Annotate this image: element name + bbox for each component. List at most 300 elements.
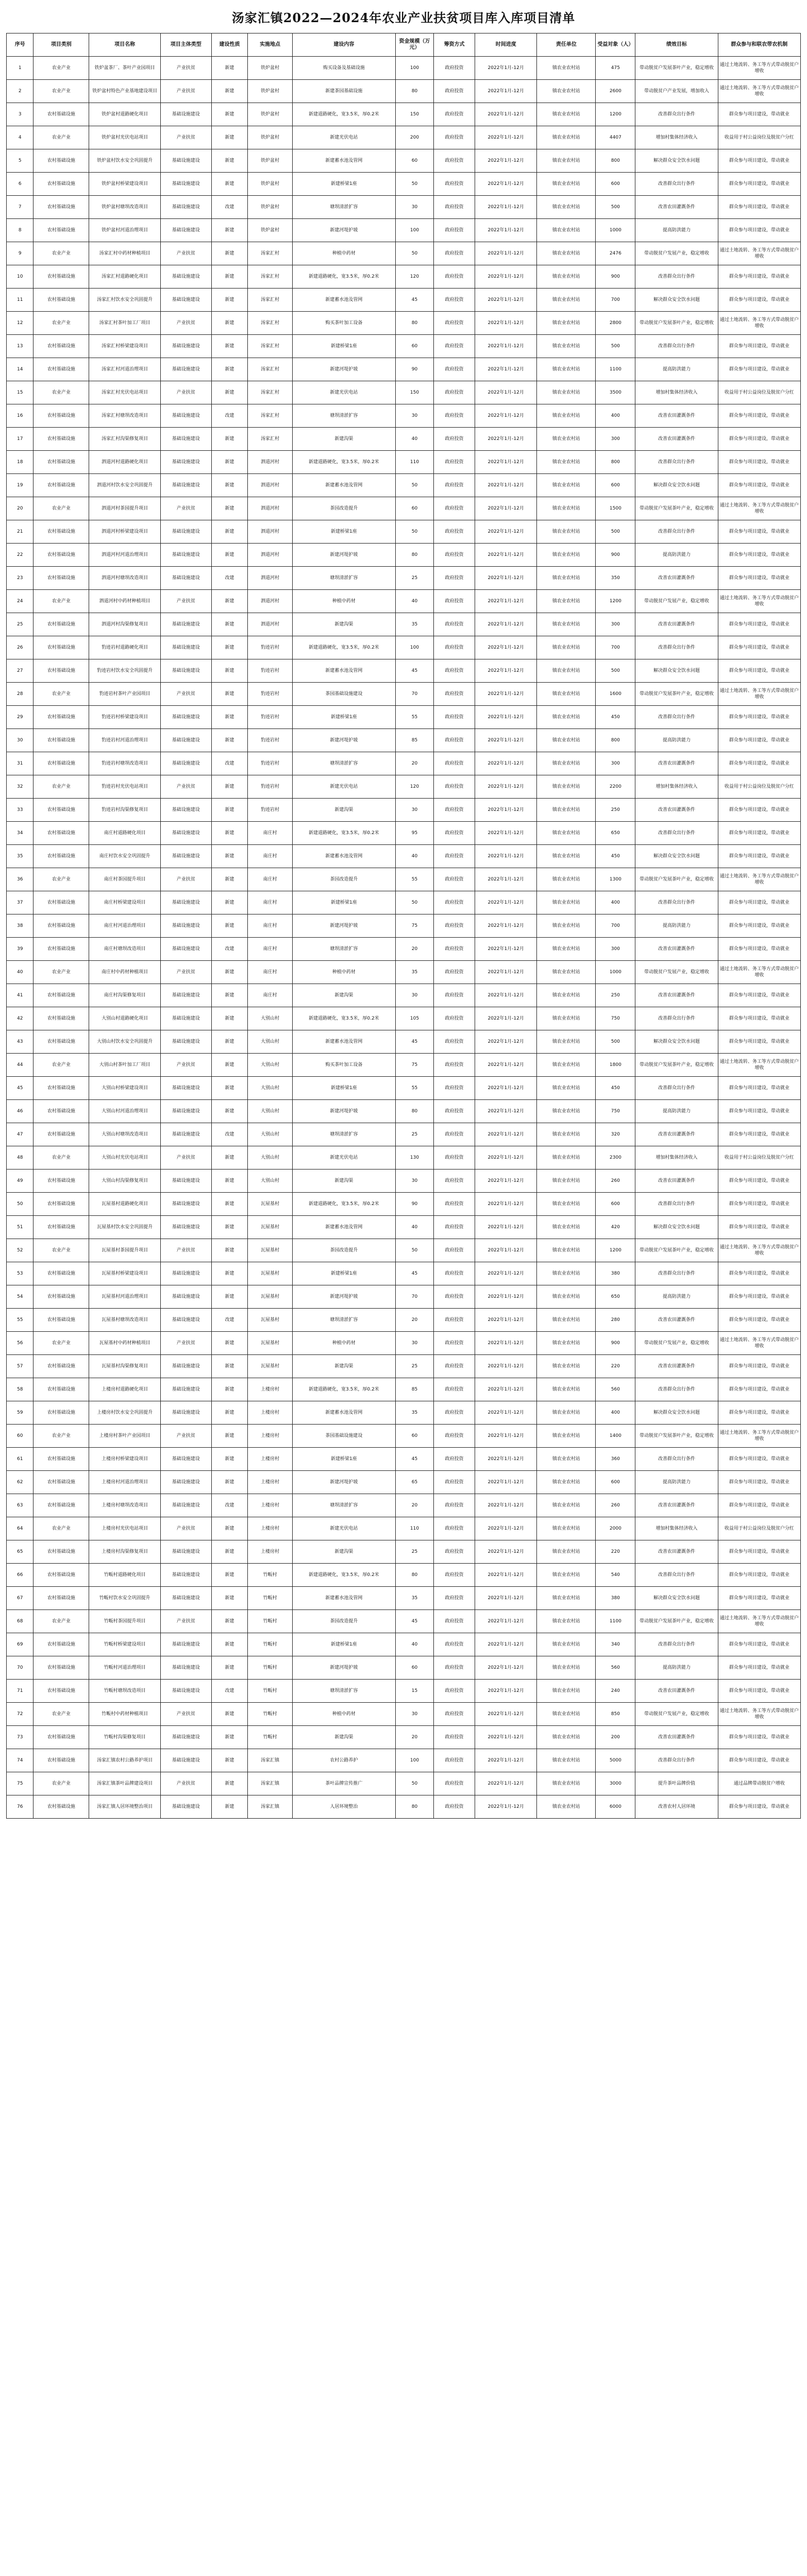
cell-no: 7 <box>7 196 33 219</box>
cell-nature: 新建 <box>211 1077 248 1100</box>
table-row <box>7 1309 801 1332</box>
cell-beneficiaries: 560 <box>596 1656 635 1680</box>
cell-beneficiaries: 280 <box>596 1309 635 1332</box>
cell-mechanism: 通过土地流转、务工等方式带动脱贫户增收 <box>718 590 800 613</box>
cell-place: 豹迹岩村 <box>248 683 292 706</box>
cell-mechanism: 群众参与项目建设，带动就业 <box>718 659 800 683</box>
cell-goal: 改善农田灌溉条件 <box>635 1355 718 1378</box>
cell-mechanism: 群众参与项目建设，带动就业 <box>718 1494 800 1517</box>
cell-beneficiaries: 700 <box>596 914 635 938</box>
cell-beneficiaries: 500 <box>596 335 635 358</box>
cell-no: 55 <box>7 1309 33 1332</box>
cell-mechanism: 群众参与项目建设，带动就业 <box>718 335 800 358</box>
cell-funding-method: 政府投资 <box>434 1610 475 1633</box>
cell-goal: 提高防洪能力 <box>635 544 718 567</box>
cell-nature: 新建 <box>211 126 248 149</box>
cell-unit: 镇农业农村站 <box>537 1262 596 1285</box>
cell-nature: 新建 <box>211 1471 248 1494</box>
cell-schedule: 2022年1月-12月 <box>475 265 537 289</box>
cell-place: 上楼房村 <box>248 1425 292 1448</box>
cell-no: 46 <box>7 1100 33 1123</box>
cell-project-type: 基础设施建设 <box>160 520 211 544</box>
cell-content: 新建沟渠 <box>292 799 395 822</box>
cell-place: 大别山村 <box>248 1123 292 1146</box>
cell-funding-method: 政府投资 <box>434 845 475 868</box>
table-row <box>7 520 801 544</box>
table-row <box>7 1633 801 1656</box>
cell-funding-method: 政府投资 <box>434 636 475 659</box>
cell-funding-method: 政府投资 <box>434 1448 475 1471</box>
cell-fund: 30 <box>396 799 434 822</box>
cell-schedule: 2022年1月-12月 <box>475 173 537 196</box>
cell-funding-method: 政府投资 <box>434 752 475 775</box>
cell-project-name: 南庄村道路硬化项目 <box>89 822 161 845</box>
cell-fund: 105 <box>396 1007 434 1030</box>
cell-category: 农村基础设施 <box>33 706 89 729</box>
cell-unit: 镇农业农村站 <box>537 289 596 312</box>
table-row <box>7 1425 801 1448</box>
cell-content: 新建道路硬化，宽3.5米，厚0.2米 <box>292 822 395 845</box>
cell-funding-method: 政府投资 <box>434 1703 475 1726</box>
cell-category: 农村基础设施 <box>33 1216 89 1239</box>
cell-fund: 25 <box>396 1355 434 1378</box>
cell-funding-method: 政府投资 <box>434 1378 475 1401</box>
cell-project-name: 泗道河村道路硬化项目 <box>89 451 161 474</box>
cell-no: 16 <box>7 404 33 428</box>
cell-content: 新建蓄水池及管网 <box>292 1030 395 1054</box>
cell-goal: 解决群众安全饮水问题 <box>635 659 718 683</box>
cell-funding-method: 政府投资 <box>434 984 475 1007</box>
cell-place: 铁炉盆村 <box>248 57 292 80</box>
cell-project-name: 上楼房村茶叶产业园项目 <box>89 1425 161 1448</box>
cell-fund: 25 <box>396 567 434 590</box>
cell-beneficiaries: 600 <box>596 173 635 196</box>
cell-project-name: 汤家汇村中药材种植项目 <box>89 242 161 265</box>
cell-unit: 镇农业农村站 <box>537 1726 596 1749</box>
cell-schedule: 2022年1月-12月 <box>475 335 537 358</box>
cell-content: 茶叶品牌宣传推广 <box>292 1772 395 1795</box>
cell-place: 铁炉盆村 <box>248 219 292 242</box>
table-row <box>7 126 801 149</box>
cell-content: 新建蓄水池及管网 <box>292 474 395 497</box>
table-row <box>7 868 801 891</box>
cell-place: 南庄村 <box>248 845 292 868</box>
cell-project-name: 汤家汇村桥梁建设项目 <box>89 335 161 358</box>
cell-schedule: 2022年1月-12月 <box>475 938 537 961</box>
cell-unit: 镇农业农村站 <box>537 1285 596 1309</box>
cell-no: 76 <box>7 1795 33 1819</box>
cell-content: 种植中药材 <box>292 1332 395 1355</box>
cell-nature: 新建 <box>211 1633 248 1656</box>
cell-beneficiaries: 250 <box>596 984 635 1007</box>
cell-no: 64 <box>7 1517 33 1540</box>
cell-no: 59 <box>7 1401 33 1425</box>
cell-project-name: 瓦屋基村沟渠修复项目 <box>89 1355 161 1378</box>
table-row <box>7 1795 801 1819</box>
cell-mechanism: 群众参与项目建设，带动就业 <box>718 1749 800 1772</box>
cell-nature: 改建 <box>211 1309 248 1332</box>
cell-content: 茶园改造提升 <box>292 1239 395 1262</box>
table-row <box>7 149 801 173</box>
cell-category: 农村基础设施 <box>33 428 89 451</box>
cell-schedule: 2022年1月-12月 <box>475 312 537 335</box>
cell-unit: 镇农业农村站 <box>537 196 596 219</box>
table-row <box>7 1749 801 1772</box>
cell-nature: 新建 <box>211 497 248 520</box>
cell-no: 18 <box>7 451 33 474</box>
cell-funding-method: 政府投资 <box>434 335 475 358</box>
cell-goal: 改善农村人居环境 <box>635 1795 718 1819</box>
cell-unit: 镇农业农村站 <box>537 335 596 358</box>
cell-fund: 50 <box>396 1772 434 1795</box>
cell-content: 新建桥梁1座 <box>292 520 395 544</box>
cell-project-name: 上楼房村饮水安全巩固提升 <box>89 1401 161 1425</box>
header-goal: 绩效目标 <box>635 33 718 57</box>
cell-goal: 改善群众出行条件 <box>635 1193 718 1216</box>
cell-goal: 增加村集体经济收入 <box>635 126 718 149</box>
cell-beneficiaries: 2200 <box>596 775 635 799</box>
cell-goal: 解决群众安全饮水问题 <box>635 149 718 173</box>
cell-goal: 带动脱贫户发展茶叶产业，稳定增收 <box>635 1610 718 1633</box>
cell-mechanism: 群众参与项目建设，带动就业 <box>718 891 800 914</box>
table-row <box>7 1564 801 1587</box>
cell-funding-method: 政府投资 <box>434 567 475 590</box>
cell-no: 57 <box>7 1355 33 1378</box>
table-row <box>7 567 801 590</box>
cell-beneficiaries: 1500 <box>596 497 635 520</box>
cell-fund: 35 <box>396 961 434 984</box>
cell-nature: 改建 <box>211 1494 248 1517</box>
cell-category: 农业产业 <box>33 1425 89 1448</box>
cell-beneficiaries: 260 <box>596 1494 635 1517</box>
table-row <box>7 1587 801 1610</box>
cell-project-type: 基础设施建设 <box>160 474 211 497</box>
cell-mechanism: 收益用于村公益岗位及脱贫户分红 <box>718 381 800 404</box>
cell-nature: 新建 <box>211 1146 248 1170</box>
cell-unit: 镇农业农村站 <box>537 984 596 1007</box>
cell-project-type: 基础设施建设 <box>160 1401 211 1425</box>
cell-goal: 提高防洪能力 <box>635 219 718 242</box>
cell-category: 农村基础设施 <box>33 1656 89 1680</box>
cell-fund: 30 <box>396 1703 434 1726</box>
cell-no: 45 <box>7 1077 33 1100</box>
cell-nature: 新建 <box>211 613 248 636</box>
cell-unit: 镇农业农村站 <box>537 590 596 613</box>
cell-goal: 带动脱贫户发展茶叶产业，稳定增收 <box>635 868 718 891</box>
cell-content: 新建河堤护坡 <box>292 1100 395 1123</box>
cell-nature: 新建 <box>211 845 248 868</box>
cell-goal: 提高防洪能力 <box>635 729 718 752</box>
cell-project-type: 基础设施建设 <box>160 1587 211 1610</box>
cell-unit: 镇农业农村站 <box>537 242 596 265</box>
cell-schedule: 2022年1月-12月 <box>475 1587 537 1610</box>
cell-place: 竹畈村 <box>248 1703 292 1726</box>
cell-place: 上楼房村 <box>248 1401 292 1425</box>
cell-no: 73 <box>7 1726 33 1749</box>
cell-funding-method: 政府投资 <box>434 1517 475 1540</box>
cell-schedule: 2022年1月-12月 <box>475 1123 537 1146</box>
cell-place: 竹畈村 <box>248 1633 292 1656</box>
cell-funding-method: 政府投资 <box>434 706 475 729</box>
cell-funding-method: 政府投资 <box>434 822 475 845</box>
cell-beneficiaries: 300 <box>596 428 635 451</box>
cell-project-name: 豹迹岩村塘坝改造项目 <box>89 752 161 775</box>
cell-fund: 100 <box>396 636 434 659</box>
cell-project-type: 基础设施建设 <box>160 1216 211 1239</box>
cell-schedule: 2022年1月-12月 <box>475 358 537 381</box>
cell-category: 农业产业 <box>33 775 89 799</box>
cell-project-type: 产业扶贫 <box>160 1772 211 1795</box>
header-no: 序号 <box>7 33 33 57</box>
cell-content: 种植中药材 <box>292 590 395 613</box>
table-row <box>7 1471 801 1494</box>
cell-fund: 85 <box>396 1378 434 1401</box>
cell-project-type: 产业扶贫 <box>160 1239 211 1262</box>
cell-place: 汤家汇村 <box>248 242 292 265</box>
cell-schedule: 2022年1月-12月 <box>475 1401 537 1425</box>
cell-beneficiaries: 350 <box>596 567 635 590</box>
cell-nature: 新建 <box>211 799 248 822</box>
table-row <box>7 451 801 474</box>
cell-nature: 新建 <box>211 984 248 1007</box>
cell-place: 豹迹岩村 <box>248 752 292 775</box>
cell-goal: 提升茶叶品牌价值 <box>635 1772 718 1795</box>
cell-content: 新建蓄水池及管网 <box>292 845 395 868</box>
table-row <box>7 289 801 312</box>
cell-no: 50 <box>7 1193 33 1216</box>
cell-mechanism: 群众参与项目建设，带动就业 <box>718 219 800 242</box>
cell-nature: 新建 <box>211 1054 248 1077</box>
cell-category: 农业产业 <box>33 1517 89 1540</box>
cell-goal: 带动脱贫户发展茶叶产业，稳定增收 <box>635 312 718 335</box>
cell-nature: 新建 <box>211 1378 248 1401</box>
cell-funding-method: 政府投资 <box>434 1030 475 1054</box>
cell-funding-method: 政府投资 <box>434 126 475 149</box>
cell-nature: 新建 <box>211 1772 248 1795</box>
cell-nature: 新建 <box>211 868 248 891</box>
cell-goal: 改善农田灌溉条件 <box>635 1726 718 1749</box>
cell-category: 农村基础设施 <box>33 914 89 938</box>
cell-goal: 改善群众出行条件 <box>635 706 718 729</box>
cell-mechanism: 群众参与项目建设，带动就业 <box>718 752 800 775</box>
cell-category: 农村基础设施 <box>33 149 89 173</box>
cell-funding-method: 政府投资 <box>434 1285 475 1309</box>
cell-schedule: 2022年1月-12月 <box>475 799 537 822</box>
cell-schedule: 2022年1月-12月 <box>475 1030 537 1054</box>
cell-mechanism: 通过土地流转、务工等方式带动脱贫户增收 <box>718 1054 800 1077</box>
cell-project-type: 基础设施建设 <box>160 799 211 822</box>
cell-category: 农村基础设施 <box>33 265 89 289</box>
cell-nature: 新建 <box>211 1703 248 1726</box>
cell-category: 农业产业 <box>33 1146 89 1170</box>
cell-content: 塘坝清淤扩容 <box>292 196 395 219</box>
cell-schedule: 2022年1月-12月 <box>475 1749 537 1772</box>
cell-schedule: 2022年1月-12月 <box>475 706 537 729</box>
cell-project-type: 基础设施建设 <box>160 1030 211 1054</box>
cell-schedule: 2022年1月-12月 <box>475 1471 537 1494</box>
cell-no: 15 <box>7 381 33 404</box>
cell-unit: 镇农业农村站 <box>537 1355 596 1378</box>
cell-schedule: 2022年1月-12月 <box>475 1517 537 1540</box>
cell-beneficiaries: 450 <box>596 706 635 729</box>
cell-schedule: 2022年1月-12月 <box>475 590 537 613</box>
cell-mechanism: 通过土地流转、务工等方式带动脱贫户增收 <box>718 1425 800 1448</box>
cell-funding-method: 政府投资 <box>434 1726 475 1749</box>
cell-unit: 镇农业农村站 <box>537 520 596 544</box>
cell-unit: 镇农业农村站 <box>537 1610 596 1633</box>
cell-fund: 80 <box>396 312 434 335</box>
cell-no: 61 <box>7 1448 33 1471</box>
cell-no: 43 <box>7 1030 33 1054</box>
cell-goal: 提高防洪能力 <box>635 1471 718 1494</box>
cell-beneficiaries: 1200 <box>596 103 635 126</box>
cell-schedule: 2022年1月-12月 <box>475 1656 537 1680</box>
cell-funding-method: 政府投资 <box>434 1401 475 1425</box>
cell-mechanism: 群众参与项目建设，带动就业 <box>718 1448 800 1471</box>
cell-schedule: 2022年1月-12月 <box>475 1378 537 1401</box>
cell-project-name: 瓦屋基村茶园提升项目 <box>89 1239 161 1262</box>
cell-schedule: 2022年1月-12月 <box>475 914 537 938</box>
cell-funding-method: 政府投资 <box>434 1540 475 1564</box>
cell-project-name: 豹迹岩村光伏电站项目 <box>89 775 161 799</box>
cell-schedule: 2022年1月-12月 <box>475 636 537 659</box>
cell-unit: 镇农业农村站 <box>537 80 596 103</box>
cell-content: 新建沟渠 <box>292 613 395 636</box>
cell-place: 南庄村 <box>248 914 292 938</box>
cell-no: 63 <box>7 1494 33 1517</box>
table-row <box>7 219 801 242</box>
cell-mechanism: 群众参与项目建设，带动就业 <box>718 1262 800 1285</box>
cell-category: 农业产业 <box>33 57 89 80</box>
cell-no: 11 <box>7 289 33 312</box>
cell-place: 南庄村 <box>248 822 292 845</box>
cell-content: 新建河堤护坡 <box>292 1656 395 1680</box>
cell-place: 瓦屋基村 <box>248 1309 292 1332</box>
cell-content: 新建桥梁1座 <box>292 173 395 196</box>
cell-project-name: 铁炉盆村饮水安全巩固提升 <box>89 149 161 173</box>
cell-place: 瓦屋基村 <box>248 1193 292 1216</box>
cell-funding-method: 政府投资 <box>434 1309 475 1332</box>
cell-place: 泗道河村 <box>248 451 292 474</box>
table-row <box>7 1054 801 1077</box>
cell-nature: 新建 <box>211 822 248 845</box>
cell-fund: 30 <box>396 404 434 428</box>
cell-fund: 60 <box>396 149 434 173</box>
cell-beneficiaries: 360 <box>596 1448 635 1471</box>
cell-schedule: 2022年1月-12月 <box>475 1262 537 1285</box>
cell-project-name: 南庄村茶园提升项目 <box>89 868 161 891</box>
cell-mechanism: 群众参与项目建设，带动就业 <box>718 729 800 752</box>
table-row <box>7 1170 801 1193</box>
cell-schedule: 2022年1月-12月 <box>475 729 537 752</box>
cell-beneficiaries: 4407 <box>596 126 635 149</box>
cell-beneficiaries: 1600 <box>596 683 635 706</box>
cell-no: 41 <box>7 984 33 1007</box>
cell-content: 新建光伏电站 <box>292 1517 395 1540</box>
cell-nature: 新建 <box>211 173 248 196</box>
cell-content: 新建沟渠 <box>292 1540 395 1564</box>
cell-goal: 改善群众出行条件 <box>635 173 718 196</box>
cell-project-name: 汤家汇村塘坝改造项目 <box>89 404 161 428</box>
cell-place: 铁炉盆村 <box>248 173 292 196</box>
cell-fund: 80 <box>396 1564 434 1587</box>
cell-project-type: 产业扶贫 <box>160 80 211 103</box>
cell-mechanism: 群众参与项目建设，带动就业 <box>718 1656 800 1680</box>
cell-category: 农村基础设施 <box>33 1587 89 1610</box>
cell-unit: 镇农业农村站 <box>537 914 596 938</box>
cell-schedule: 2022年1月-12月 <box>475 1355 537 1378</box>
cell-schedule: 2022年1月-12月 <box>475 1077 537 1100</box>
cell-beneficiaries: 300 <box>596 938 635 961</box>
cell-unit: 镇农业农村站 <box>537 428 596 451</box>
cell-content: 新建道路硬化，宽3.5米，厚0.2米 <box>292 451 395 474</box>
cell-funding-method: 政府投资 <box>434 1471 475 1494</box>
cell-content: 新建沟渠 <box>292 1355 395 1378</box>
cell-schedule: 2022年1月-12月 <box>475 775 537 799</box>
cell-project-type: 基础设施建设 <box>160 1494 211 1517</box>
cell-nature: 新建 <box>211 57 248 80</box>
table-row <box>7 729 801 752</box>
cell-category: 农村基础设施 <box>33 335 89 358</box>
cell-category: 农村基础设施 <box>33 520 89 544</box>
cell-project-type: 基础设施建设 <box>160 1564 211 1587</box>
cell-no: 74 <box>7 1749 33 1772</box>
cell-fund: 200 <box>396 126 434 149</box>
header-place: 实施地点 <box>248 33 292 57</box>
cell-category: 农村基础设施 <box>33 984 89 1007</box>
cell-project-name: 瓦屋基村饮水安全巩固提升 <box>89 1216 161 1239</box>
cell-place: 上楼房村 <box>248 1517 292 1540</box>
cell-project-type: 产业扶贫 <box>160 961 211 984</box>
cell-schedule: 2022年1月-12月 <box>475 57 537 80</box>
cell-unit: 镇农业农村站 <box>537 938 596 961</box>
cell-fund: 50 <box>396 242 434 265</box>
cell-no: 53 <box>7 1262 33 1285</box>
cell-unit: 镇农业农村站 <box>537 312 596 335</box>
cell-fund: 95 <box>396 822 434 845</box>
cell-nature: 新建 <box>211 729 248 752</box>
cell-content: 塘坝清淤扩容 <box>292 1123 395 1146</box>
cell-unit: 镇农业农村站 <box>537 219 596 242</box>
cell-place: 竹畈村 <box>248 1656 292 1680</box>
cell-mechanism: 群众参与项目建设，带动就业 <box>718 103 800 126</box>
cell-goal: 改善群众出行条件 <box>635 1749 718 1772</box>
cell-fund: 100 <box>396 57 434 80</box>
cell-nature: 新建 <box>211 381 248 404</box>
cell-beneficiaries: 5000 <box>596 1749 635 1772</box>
cell-beneficiaries: 250 <box>596 799 635 822</box>
cell-place: 豹迹岩村 <box>248 706 292 729</box>
cell-nature: 新建 <box>211 312 248 335</box>
cell-schedule: 2022年1月-12月 <box>475 196 537 219</box>
cell-unit: 镇农业农村站 <box>537 1193 596 1216</box>
cell-schedule: 2022年1月-12月 <box>475 1448 537 1471</box>
cell-mechanism: 群众参与项目建设，带动就业 <box>718 1030 800 1054</box>
cell-schedule: 2022年1月-12月 <box>475 1170 537 1193</box>
cell-no: 67 <box>7 1587 33 1610</box>
cell-project-name: 瓦屋基村道路硬化项目 <box>89 1193 161 1216</box>
cell-category: 农村基础设施 <box>33 1680 89 1703</box>
cell-beneficiaries: 200 <box>596 1726 635 1749</box>
cell-nature: 新建 <box>211 1193 248 1216</box>
cell-project-type: 基础设施建设 <box>160 1170 211 1193</box>
cell-mechanism: 群众参与项目建设，带动就业 <box>718 706 800 729</box>
cell-project-type: 产业扶贫 <box>160 497 211 520</box>
cell-fund: 50 <box>396 520 434 544</box>
cell-project-name: 大别山村塘坝改造项目 <box>89 1123 161 1146</box>
project-table <box>6 33 801 1819</box>
cell-project-type: 产业扶贫 <box>160 1054 211 1077</box>
